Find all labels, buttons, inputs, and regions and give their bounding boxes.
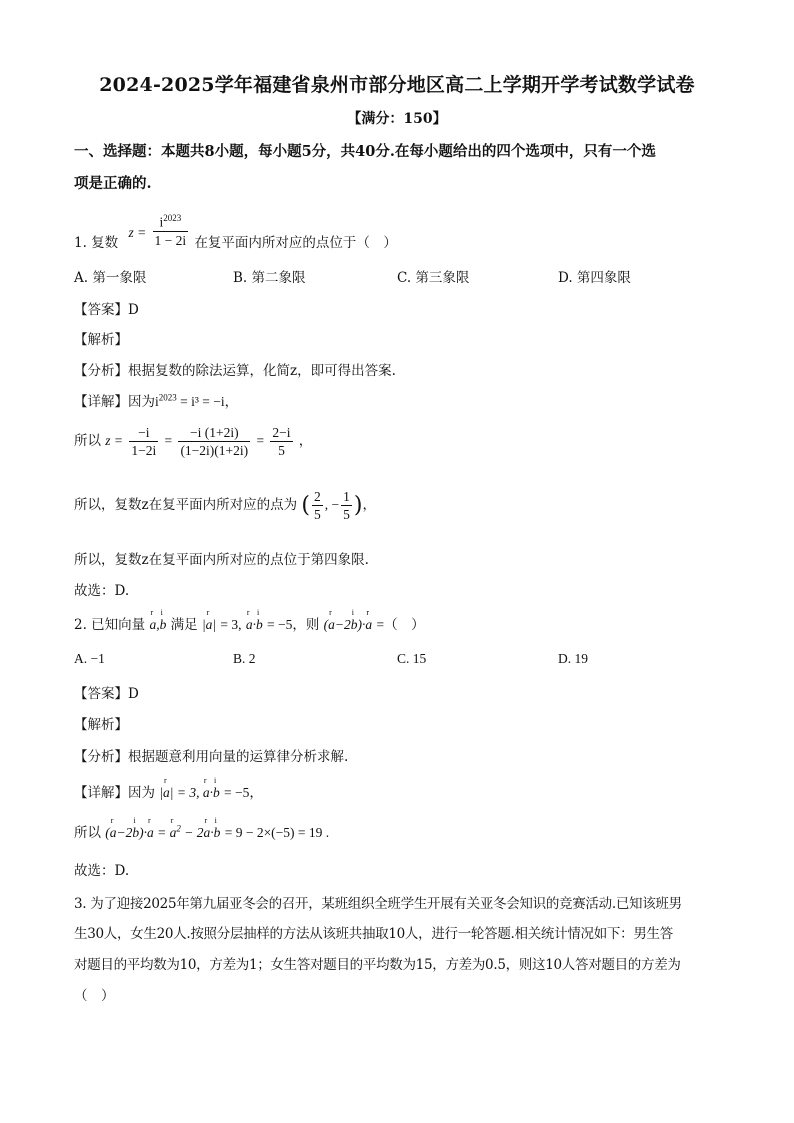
q1-stem: [74, 210, 397, 249]
q1-so1-f3-den: 5: [278, 443, 285, 458]
q2-option-c: C. 15: [397, 651, 427, 666]
q2-detail-tail: = −5，: [224, 785, 263, 800]
q2-stem: 2. 已知向量 r a,i b 满足 |r a| = 3, r a·i b = −5，则 (r a−2i b)·r a =（ ）: [74, 613, 425, 633]
q2-stem-b: 满足: [170, 617, 198, 633]
q2-so-expr: = 9 − 2×(−5) = 19 .: [224, 825, 330, 840]
q1-so1-f2-num: −i (1+2i): [178, 424, 250, 442]
q2-so: 所以 (r a−2i b)·r a = r $a^2 - 2r$ a·i b = 9 − 2×(−5) = 19 .: [74, 821, 329, 841]
q1-fraction: [153, 210, 189, 249]
q1-so2-mid: , −: [324, 497, 340, 512]
q1-so2-tail: ，: [362, 497, 376, 513]
q2-option-b: B. 2: [233, 651, 256, 666]
q1-so1-frac1: [129, 424, 158, 459]
q2-stem-e: =（ ）: [376, 617, 425, 632]
q3-line-3: 对题目的平均数为10，方差为1；女生答对题目的平均数为15，方差为0.5，则这10人答对题目的方差为: [74, 957, 681, 973]
q1-so2-f1-num: 2: [314, 489, 321, 504]
q1-frac-num: i: [159, 214, 164, 230]
q3-line-4: （ ）: [74, 988, 115, 1004]
q1-so2-f2-num: 1: [343, 489, 350, 504]
q2-answer: 【答案】D: [74, 686, 139, 702]
q1-so1-tail: ，: [298, 433, 313, 449]
q1-so1-f1-num: −i: [129, 424, 158, 442]
q1-fenxi: 【分析】根据复数的除法运算，化简z，即可得出答案.: [74, 363, 396, 379]
q2-choose: 故选：D.: [74, 863, 130, 879]
q2-option-a: A. −1: [74, 651, 105, 666]
q1-option-d: D. 第四象限: [558, 270, 631, 286]
q1-frac-den: 1 − 2i: [154, 232, 187, 248]
q1-so1-frac2: [178, 424, 250, 459]
q1-so2-pre: 所以，复数z在复平面内所对应的点为: [74, 497, 298, 513]
q1-detail-i: i: [155, 394, 159, 409]
q1-number: 1. 复数: [74, 234, 119, 251]
q3-line-2: 生30人，女生20人.按照分层抽样的方法从该班共抽取10人，进行一轮答题.相关统计情况如下：男生答: [74, 926, 673, 942]
q2-analysis-label: 【解析】: [74, 717, 128, 733]
q1-so1: 所以 z = $\frac{-i}{1-2i}$ = $\frac{-i (1+2i)}{(1-2i)(1+2i)}$ = $\frac{2-i}{5}$ ，: [74, 425, 313, 458]
q1-so1-z: z =: [105, 433, 124, 448]
q2-stem-d: = −5，则: [267, 617, 320, 632]
q2-detail-pre: 【详解】因为: [74, 785, 155, 801]
section-header-line1: 一、选择题：本题共8小题，每小题5分，共40分.在每小题给出的四个选项中，只有一个选: [74, 143, 656, 160]
q1-so1-f2-den: (1−2i)(1+2i): [180, 443, 249, 458]
q1-so1-f3-num: 2−i: [272, 425, 291, 440]
q1-detail-label: 【详解】因为: [74, 394, 155, 410]
q1-detail-exp: 2023: [158, 392, 177, 403]
q2-vectors: r a,i b: [149, 617, 166, 632]
q3-line-1: 3. 为了迎接2025年第九届亚冬会的召开，某班组织全班学生开展有关亚冬会知识的竞赛活动.已知该班男: [74, 896, 682, 912]
q2-fenxi: 【分析】根据题意利用向量的运算律分析求解.: [74, 749, 349, 765]
q2-so-pre: 所以: [74, 825, 101, 841]
q1-option-b: B. 第二象限: [233, 270, 306, 286]
q1-frac-exp: 2023: [163, 213, 182, 223]
q1-z-equals: z =: [128, 224, 147, 240]
q1-option-c: C. 第三象限: [397, 270, 470, 286]
page-title: 2024-2025学年福建省泉州市部分地区高二上学期开学考试数学试卷: [99, 74, 695, 96]
q2-stem-a: 2. 已知向量: [74, 617, 146, 633]
q1-answer: 【答案】D: [74, 302, 139, 318]
q2-option-d: D. 19: [558, 651, 588, 666]
q2-stem-c: = 3,: [220, 617, 242, 632]
q1-analysis-label: 【解析】: [74, 332, 128, 348]
q1-so1-f1-den: 1−2i: [131, 443, 157, 458]
q1-so2: 所以，复数z在复平面内所对应的点为 ( $\frac{2}{5}$ , − $\frac{1}{5}$ )，: [74, 489, 376, 522]
q1-so2-frac2: [341, 488, 352, 523]
q1-so2-f2-den: 5: [343, 507, 350, 522]
q1-stem-tail: 在复平面内所对应的点位于（ ）: [194, 234, 397, 251]
section-header-line2: 项是正确的.: [74, 175, 152, 192]
q1-so1-label: 所以: [74, 433, 101, 449]
q1-so3: 所以，复数z在复平面内所对应的点位于第四象限.: [74, 552, 369, 568]
q1-so2-frac1: [312, 488, 323, 523]
q1-choose: 故选：D.: [74, 583, 130, 599]
q1-detail-tail: = i³ = −i，: [176, 394, 239, 409]
q2-detail: 【详解】因为 |r a| = 3, r a·i b = −5，: [74, 781, 263, 801]
q1-detail: [74, 390, 238, 410]
q1-so2-f1-den: 5: [314, 507, 321, 522]
full-score: 【满分：150】: [347, 111, 447, 127]
q1-option-a: A. 第一象限: [74, 270, 147, 286]
q1-so1-frac3: [270, 424, 292, 459]
